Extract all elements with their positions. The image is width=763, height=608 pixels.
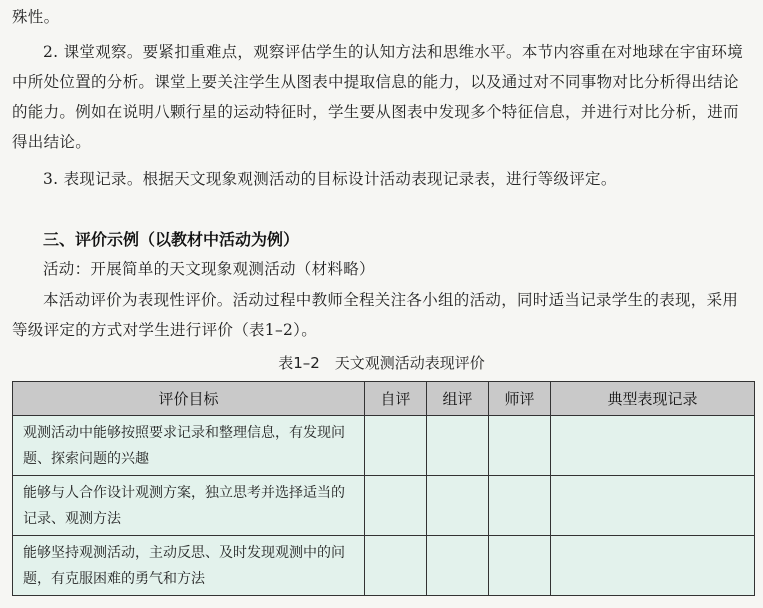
header-goal: 评价目标 (13, 382, 365, 416)
paragraph-continuation: 殊性。 (12, 8, 60, 26)
self-eval-cell (365, 536, 427, 596)
table-row (13, 536, 755, 596)
section-heading: 三、评价示例（以教材中活动为例） (43, 230, 300, 249)
teacher-eval-cell (489, 536, 551, 596)
self-eval-cell (365, 416, 427, 476)
table-row (13, 476, 755, 536)
header-group: 组评 (427, 382, 489, 416)
record-cell (551, 536, 755, 596)
paragraph-classroom-observation: 2. 课堂观察。要紧扣重难点，观察评估学生的认知方法和思维水平。本节内容重在对地球在宇宙环境中所处位置的分析。课堂上要关注学生从图表中提取信息的能力，以及通过对不同事物对比分析得出结论的能力。例如在说明八颗行星的运动特征时，学生要从图表中发现多个特征信息，并进行对比分析，进而得出结论。 (12, 43, 744, 151)
table-header-row (13, 382, 755, 416)
header-self: 自评 (365, 382, 427, 416)
header-teacher: 师评 (489, 382, 551, 416)
goal-cell: 能够与人合作设计观测方案，独立思考并选择适当的记录、观测方法 (13, 476, 365, 536)
record-cell (551, 476, 755, 536)
table-caption: 表1–2 天文观测活动表现评价 (278, 354, 485, 372)
record-cell (551, 416, 755, 476)
teacher-eval-cell (489, 416, 551, 476)
paragraph-performance-record: 3. 表现记录。根据天文现象观测活动的目标设计活动表现记录表，进行等级评定。 (43, 170, 617, 188)
goal-cell: 能够坚持观测活动，主动反思、及时发现观测中的问题，有克服困难的勇气和方法 (13, 536, 365, 596)
teacher-eval-cell (489, 476, 551, 536)
activity-line: 活动：开展简单的天文现象观测活动（材料略） (43, 260, 375, 278)
group-eval-cell (427, 536, 489, 596)
evaluation-table (12, 381, 755, 596)
self-eval-cell (365, 476, 427, 536)
table-row (13, 416, 755, 476)
group-eval-cell (427, 476, 489, 536)
group-eval-cell (427, 416, 489, 476)
header-record: 典型表现记录 (551, 382, 755, 416)
goal-cell: 观测活动中能够按照要求记录和整理信息，有发现问题、探索问题的兴趣 (13, 416, 365, 476)
evaluation-paragraph: 本活动评价为表现性评价。活动过程中教师全程关注各小组的活动，同时适当记录学生的表现，采用等级评定的方式对学生进行评价（表1–2）。 (12, 291, 739, 339)
